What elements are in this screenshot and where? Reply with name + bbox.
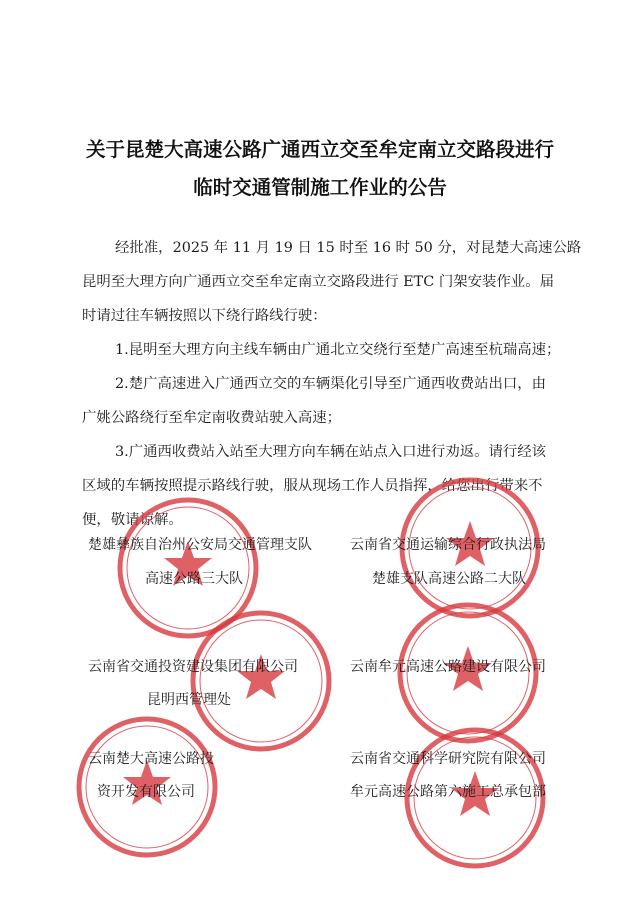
- org-left-3-line-1: 云南楚大高速公路投: [88, 751, 214, 767]
- org-right-3-line-1: 云南省交通科学研究院有限公司: [350, 751, 546, 767]
- org-left-2-line-1: 云南省交通投资建设集团有限公司: [88, 659, 298, 675]
- org-left-2-line-2: 昆明西管理处: [147, 692, 231, 708]
- body-line: 经批准，2025 年 11 月 19 日 15 时至 16 时 50 分，对昆楚大高速公路: [115, 240, 582, 256]
- body-line: 区域的车辆按照提示路线行驶，服从现场工作人员指挥，给您出行带来不: [82, 478, 543, 494]
- body-line: 便，敬请谅解。: [82, 512, 183, 528]
- org-left-3-line-2: 资开发有限公司: [97, 784, 195, 800]
- body-line: 1.昆明至大理方向主线车辆由广通北立交绕行至楚广高速至杭瑞高速；: [115, 342, 561, 358]
- title-line-1: 关于昆楚大高速公路广通西立交至牟定南立交路段进行: [85, 138, 554, 161]
- org-right-1-line-1: 云南省交通运输综合行政执法局: [350, 537, 546, 553]
- body-line: 广姚公路绕行至牟定南收费站驶入高速；: [82, 410, 342, 426]
- org-left-1-line-1: 楚雄彝族自治州公安局交通管理支队: [88, 537, 312, 553]
- title-line-2: 临时交通管制施工作业的公告: [193, 176, 447, 199]
- org-right-2-line-1: 云南牟元高速公路建设有限公司: [350, 659, 546, 675]
- org-left-1-line-2: 高速公路三大队: [145, 571, 243, 587]
- body-line: 昆明至大理方向广通西立交至牟定南立交路段进行 ETC 门架安装作业。届: [82, 274, 554, 290]
- body-line: 时请过往车辆按照以下绕行路线行驶：: [82, 308, 327, 324]
- org-right-3-line-2: 牟元高速公路第六施工总承包部: [350, 784, 546, 800]
- body-line: 2.楚广高速进入广通西立交的车辆渠化引导至广通西收费站出口，由: [115, 376, 547, 392]
- body-line: 3.广通西收费站入站至大理方向车辆在站点入口进行劝返。请行经该: [115, 444, 547, 460]
- org-right-1-line-2: 楚雄支队高速公路二大队: [372, 571, 526, 587]
